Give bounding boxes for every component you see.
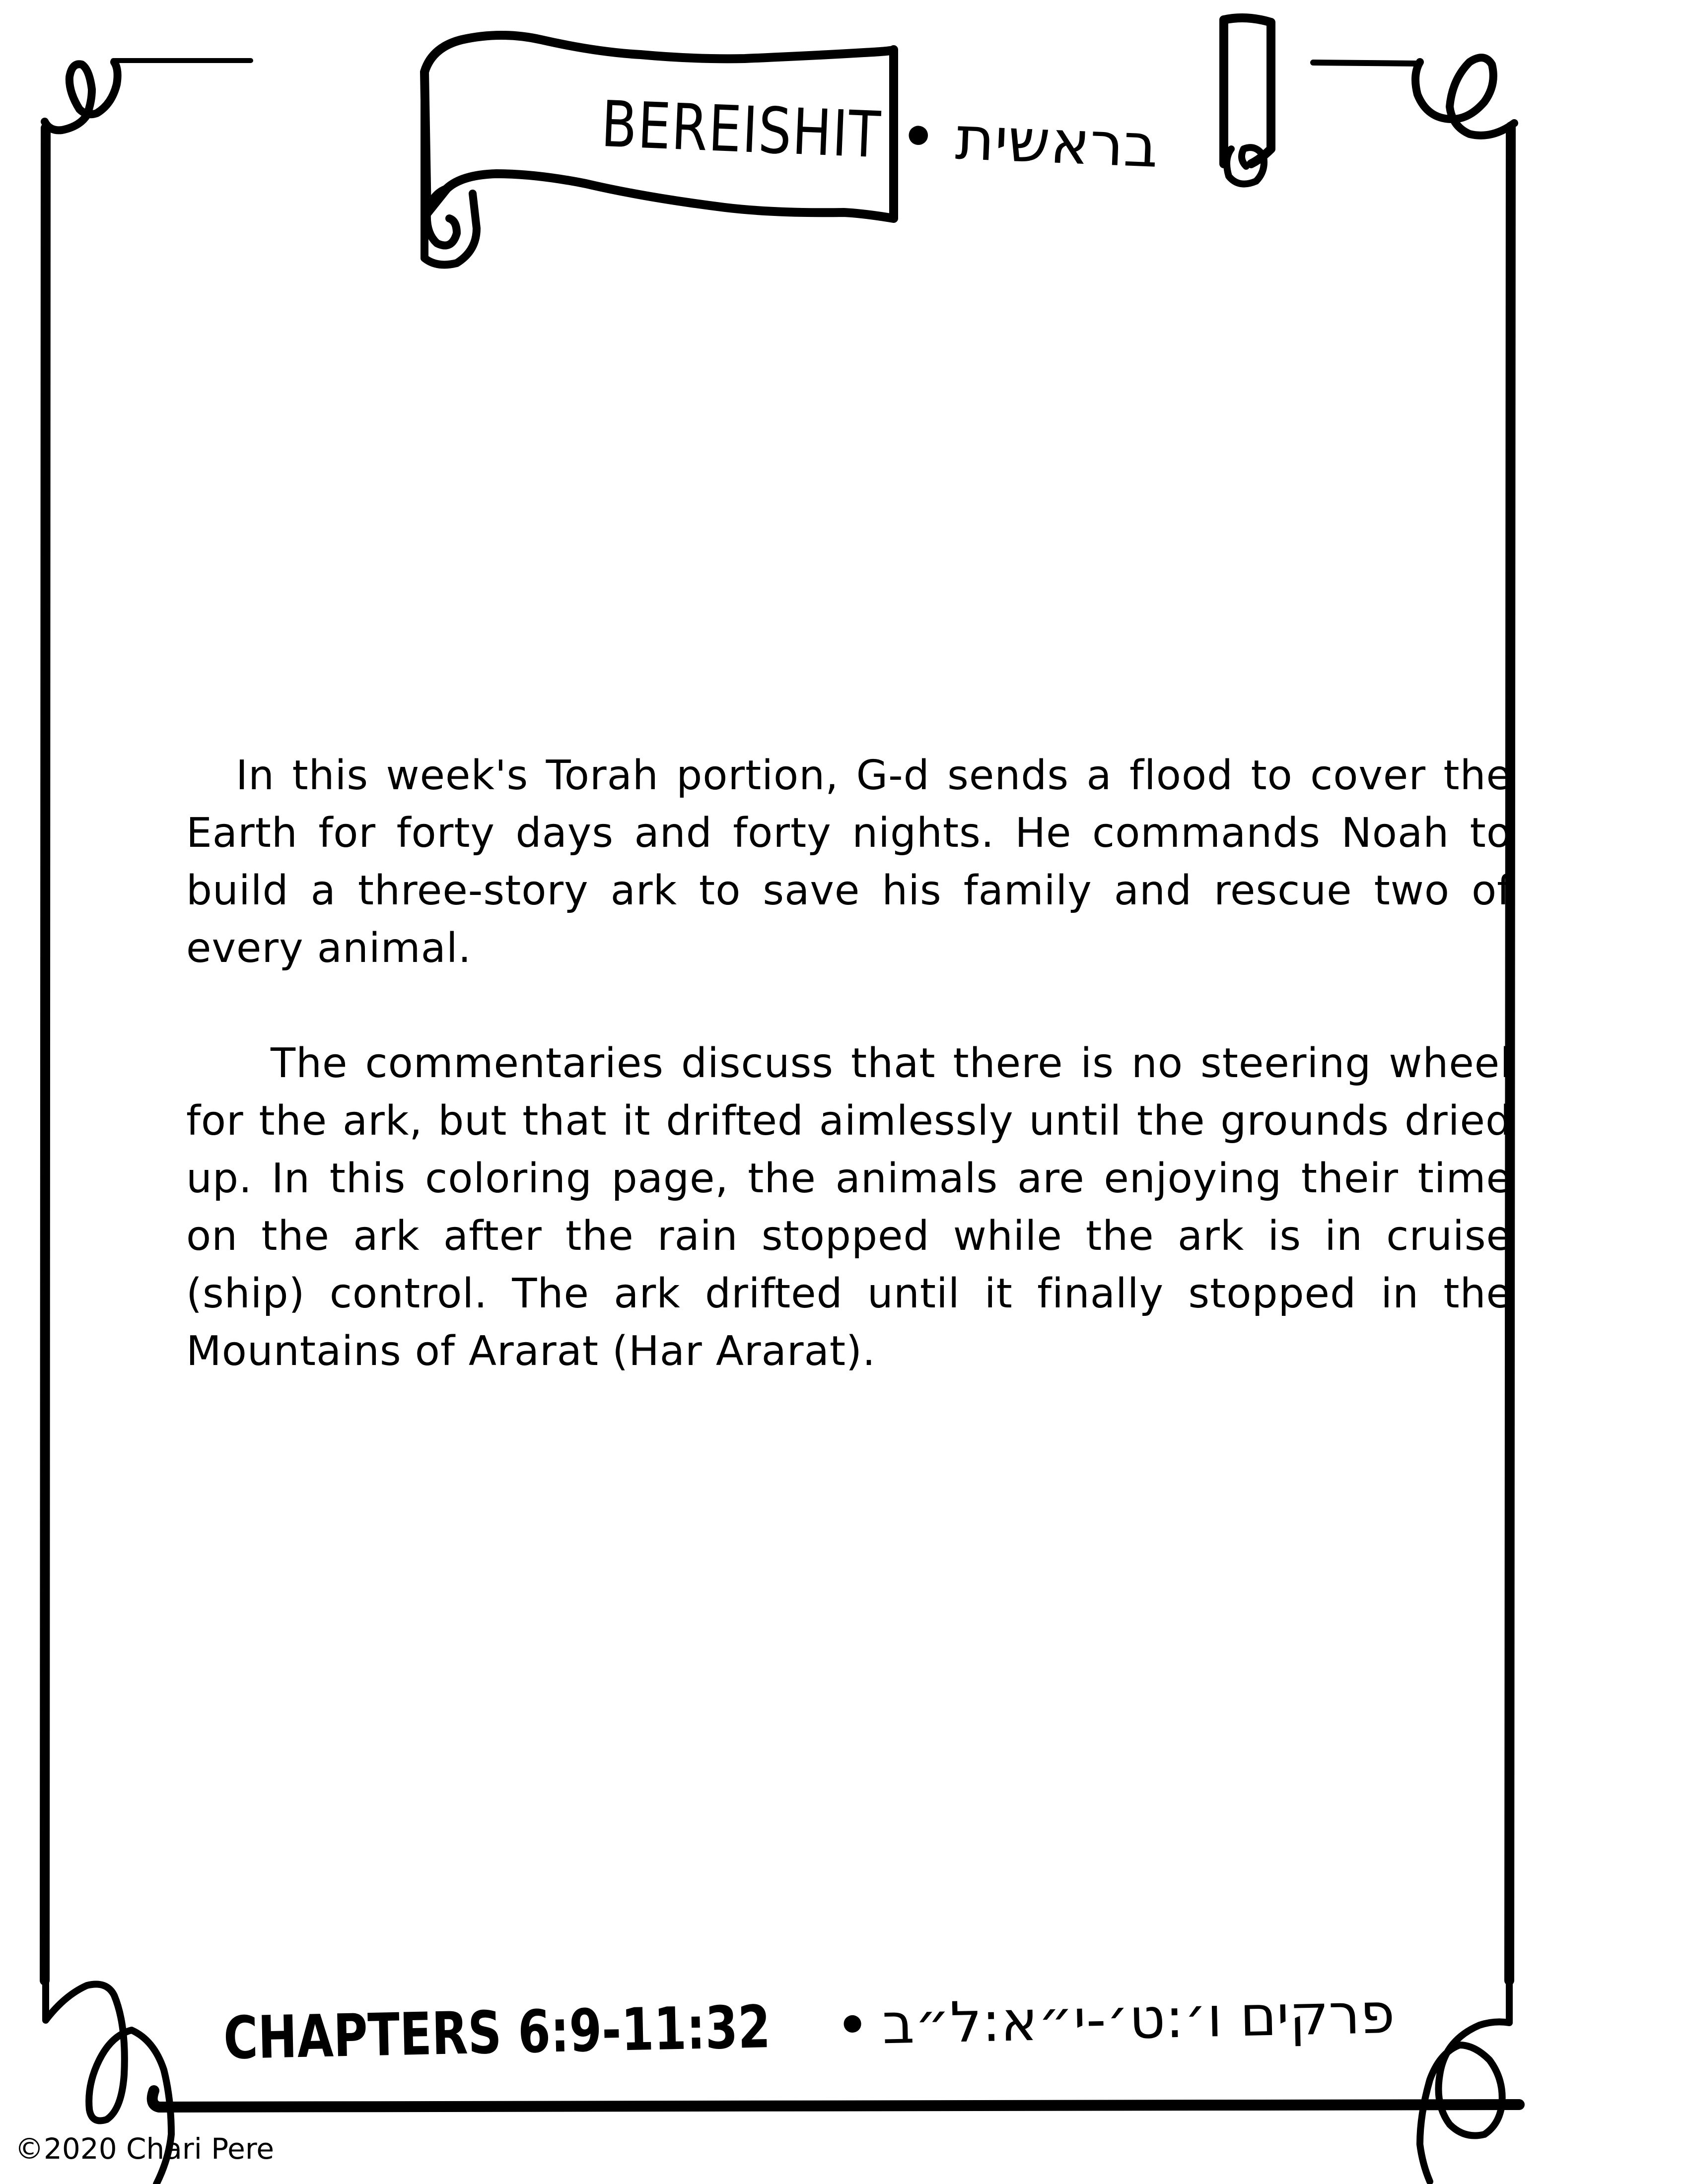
top-left-swirl-icon bbox=[45, 62, 118, 130]
chapters-separator: • bbox=[836, 1995, 869, 2054]
chapters-hebrew: פרקים ו׳:ט׳-י״א:ל״ב bbox=[881, 1981, 1396, 2057]
paragraph-commentaries: The commentaries discuss that there is no steering wheel for the ark, but that it drifted aimlessly until the grounds dried up. In this coloring page, the animals are enjoying their time on the ark after the rain stopped while the ark is in cruise (ship) control. The ark drifted until it finally stopped in the Mountains of Ararat (Har Ararat). bbox=[186, 1040, 1512, 1375]
title-separator: • bbox=[900, 104, 937, 169]
title-english: BEREISHIT bbox=[600, 87, 883, 173]
paragraph-flood: In this week's Torah portion, G-d sends a flood to cover the Earth for forty days and forty nights. He commands Noah to build a three-story ark to save his family and rescue two of every animal. bbox=[186, 752, 1512, 972]
chapters-english: CHAPTERS 6:9-11:32 bbox=[222, 1992, 772, 2073]
title-hebrew: בראשית bbox=[954, 104, 1160, 181]
summary-text bbox=[186, 747, 1512, 1380]
copyright-notice: ©2020 Chari Pere bbox=[15, 2132, 275, 2166]
top-right-swirl-icon bbox=[1415, 58, 1514, 136]
